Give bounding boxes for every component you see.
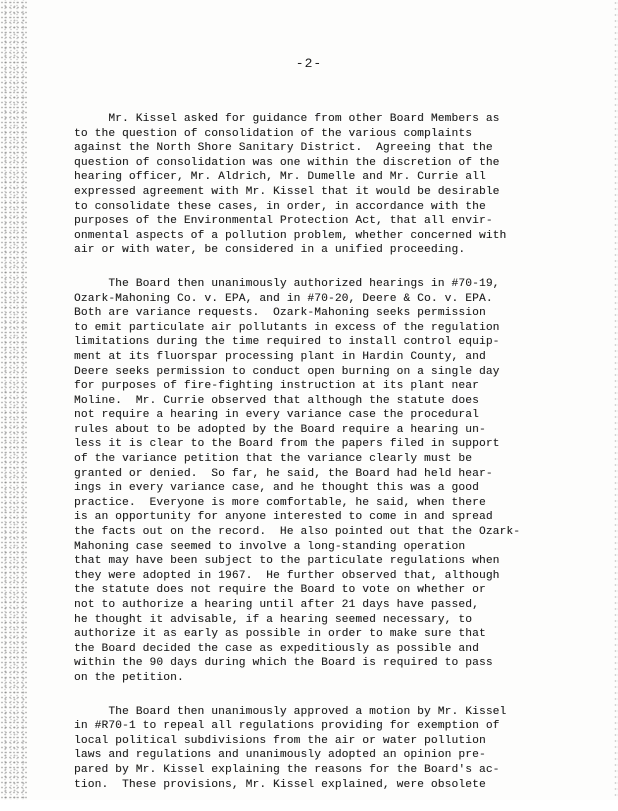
text-line: on the petition.	[74, 671, 184, 684]
text-line: of the variance petition that the variance clearly must be	[74, 453, 473, 466]
text-line: hearing officer, Mr. Aldrich, Mr. Dumelle and Mr. Currie all	[74, 171, 486, 184]
text-line: in #R70-1 to repeal all regulations providing for exemption of	[74, 720, 500, 733]
text-line: pared by Mr. Kissel explaining the reasons for the Board's ac-	[74, 763, 500, 776]
text-line: Deere seeks permission to conduct open burning on a single day	[74, 365, 500, 378]
text-line: authorize it as early as possible in order to make sure that	[74, 628, 486, 641]
text-line: ment at its fluorspar processing plant in Hardin County, and	[74, 350, 486, 363]
text-line: is an opportunity for anyone interested to come in and spread	[74, 511, 493, 524]
text-line: to emit particulate air pollutants in excess of the regulation	[74, 321, 500, 334]
text-line: to consolidate these cases, in order, in accordance with the	[74, 200, 486, 213]
text-line: for purposes of fire-fighting instruction at its plant near	[74, 380, 479, 393]
text-line: that may have been subject to the particulate regulations when	[74, 555, 500, 568]
text-line: against the North Shore Sanitary District. Agreeing that the	[74, 142, 493, 155]
text-line: The Board then unanimously authorized hearings in #70-19,	[74, 277, 500, 290]
text-line: not to authorize a hearing until after 21 days have passed,	[74, 599, 479, 611]
text-line: purposes of the Environmental Protection Act, that all envir-	[74, 215, 493, 228]
text-line: Both are variance requests. Ozark-Mahoning seeks permission	[74, 307, 486, 320]
scan-edge-noise-right	[614, 0, 618, 800]
text-line: air or with water, be considered in a unified proceeding.	[74, 244, 466, 257]
text-line: the statute does not require the Board to vote on whether or	[74, 584, 486, 597]
text-line: he thought it advisable, if a hearing seemed necessary, to	[74, 613, 473, 626]
text-line: ings in every variance case, and he thought this was a good	[74, 482, 479, 495]
body-text	[74, 112, 544, 811]
paragraph-consolidation	[74, 112, 544, 258]
text-line: the facts out on the record. He also pointed out that the Ozark-	[74, 526, 521, 539]
text-line: question of consolidation was one within the discretion of the	[74, 156, 500, 169]
text-line: rules about to be adopted by the Board require a hearing un-	[74, 423, 486, 436]
text-line: Moline. Mr. Currie observed that although the statute does	[74, 394, 479, 407]
text-line: less it is clear to the Board from the papers filed in support	[74, 438, 500, 451]
text-line: expressed agreement with Mr. Kissel that it would be desirable	[74, 185, 500, 198]
text-line: to the question of consolidation of the various complaints	[74, 127, 473, 140]
text-line: Mr. Kissel asked for guidance from other Board Members as	[74, 113, 500, 125]
text-line: onmental aspects of a pollution problem, whether concerned with	[74, 229, 507, 242]
text-line: the Board decided the case as expeditiously as possible and	[74, 642, 479, 655]
text-line: local political subdivisions from the air or water pollution	[74, 734, 486, 747]
text-line: laws and regulations and unanimously adopted an opinion pre-	[74, 749, 486, 762]
text-line: granted or denied. So far, he said, the Board had held hear-	[74, 467, 493, 480]
paragraph-repeal	[74, 705, 544, 793]
text-line: Mahoning case seemed to involve a long-standing operation	[74, 540, 466, 553]
text-line: The Board then unanimously approved a motion by Mr. Kissel	[74, 705, 507, 718]
paragraph-hearings	[74, 277, 544, 686]
text-line: limitations during the time required to install control equip-	[74, 336, 500, 349]
text-line: within the 90 days during which the Board is required to pass	[74, 657, 493, 670]
page-number: -2-	[295, 56, 323, 71]
text-line: they were adopted in 1967. He further observed that, although	[74, 569, 500, 582]
text-line: Ozark-Mahoning Co. v. EPA, and in #70-20, Deere & Co. v. EPA.	[74, 292, 493, 305]
scan-edge-noise	[0, 0, 28, 800]
text-line: practice. Everyone is more comfortable, he said, when there	[74, 496, 486, 509]
text-line: tion. These provisions, Mr. Kissel explained, were obsolete	[74, 778, 486, 791]
text-line: not require a hearing in every variance case the procedural	[74, 409, 479, 422]
